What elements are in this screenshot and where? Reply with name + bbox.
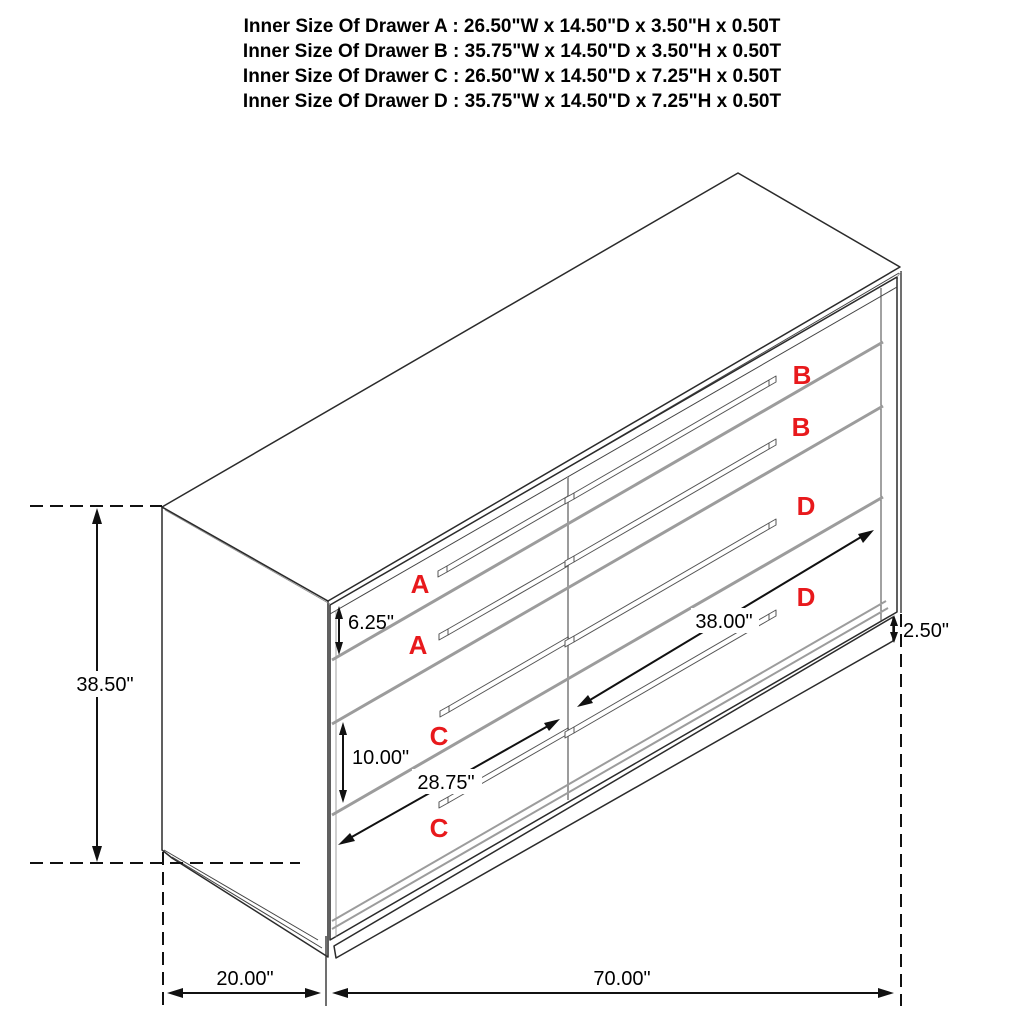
dim-left-section-width-text: 28.75" — [417, 772, 475, 794]
drawer-label-b2: B — [791, 412, 811, 442]
dim-overall-width — [332, 968, 894, 998]
drawer-label-c2: C — [429, 813, 449, 843]
dim-base-height — [890, 615, 949, 643]
dim-overall-height-text: 38.50" — [76, 674, 134, 696]
dim-top-drawer-height-text: 6.25" — [348, 612, 395, 634]
drawer-label-c1: C — [429, 721, 449, 751]
dim-overall-height — [72, 508, 138, 862]
drawer-label-d1: D — [796, 491, 816, 521]
dim-right-section-width-text: 38.00" — [695, 611, 753, 633]
spec-line-drawer-c: Inner Size Of Drawer C : 26.50"W x 14.50"D x 7.25"H x 0.50T — [242, 66, 782, 87]
dim-depth — [167, 968, 321, 998]
spec-line-drawer-b: Inner Size Of Drawer B : 35.75"W x 14.50"D x 3.50"H x 0.50T — [242, 41, 782, 62]
dresser-body — [162, 173, 901, 958]
dim-lower-drawer-height-text: 10.00" — [352, 747, 410, 769]
spec-line-drawer-a: Inner Size Of Drawer A : 26.50"W x 14.50"D x 3.50"H x 0.50T — [243, 16, 781, 37]
drawer-label-a2: A — [408, 630, 428, 660]
drawer-label-a1: A — [410, 569, 430, 599]
dim-base-height-text: 2.50" — [903, 620, 950, 642]
spec-line-drawer-d: Inner Size Of Drawer D : 35.75"W x 14.50"D x 7.25"H x 0.50T — [242, 91, 782, 112]
dim-overall-width-text: 70.00" — [593, 968, 651, 990]
drawer-label-d2: D — [796, 582, 816, 612]
dim-depth-text: 20.00" — [216, 968, 274, 990]
drawer-label-b1: B — [792, 360, 812, 390]
